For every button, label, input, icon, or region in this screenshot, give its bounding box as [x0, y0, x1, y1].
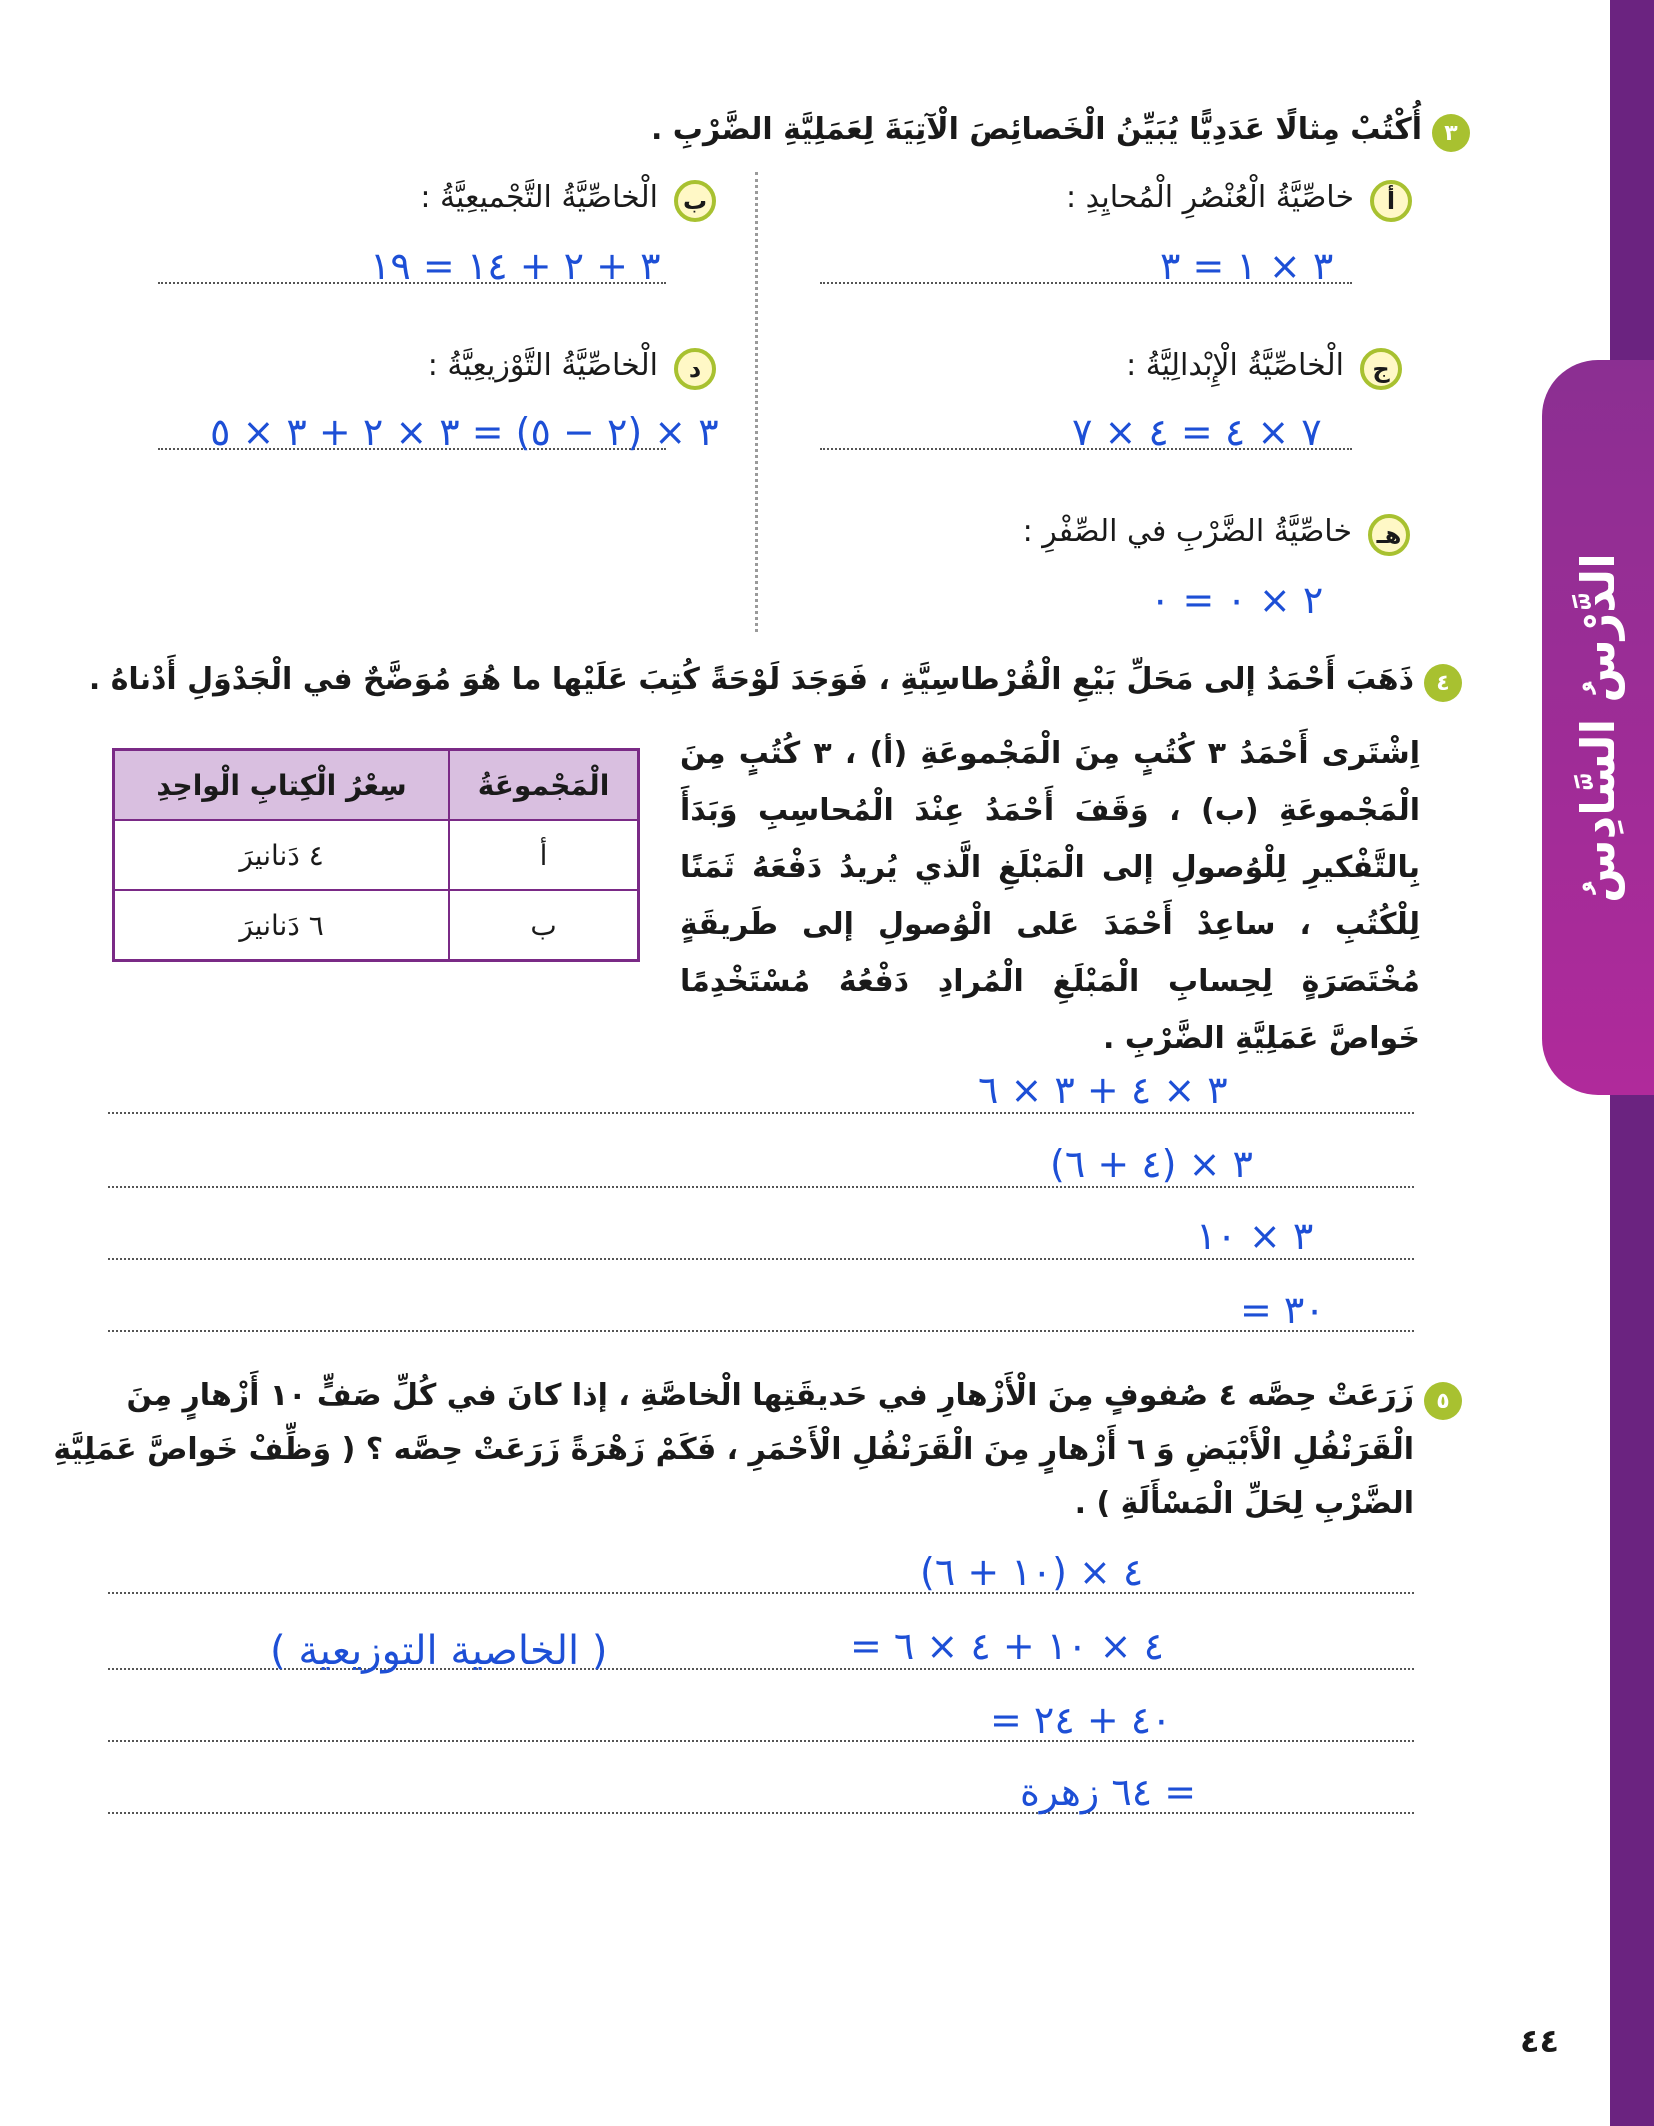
table-cell-group: ب — [449, 890, 638, 961]
part-a-label: خاصِّيَّةُ الْعُنْصُرِ الْمُحايِدِ : — [1065, 180, 1354, 215]
q5-answer-4: = ٦٤ زهرة — [1020, 1770, 1197, 1814]
q5-answer-line-1 — [108, 1592, 1414, 1594]
q4-answer-2: ٣ × (٤ + ٦) — [1050, 1142, 1253, 1186]
column-divider — [755, 172, 758, 632]
question-5-line-1: زَرَعَتْ حِصَّه ٤ صُفوفٍ مِنَ الْأَزْهارِ في حَديقَتِها الْخاصَّةِ ، إذا كانَ في كُلِّ صَفٍّ ١٠ أَزْهارٍ مِنَ — [126, 1378, 1414, 1413]
lesson-tab-label: الدَّرْسُ السَّادِسُ — [1571, 552, 1625, 903]
table-row — [114, 820, 639, 890]
part-c-label: الْخاصِّيَّةُ الْإِبْدالِيَّةُ : — [1126, 348, 1344, 383]
question-4-paragraph: اِشْتَرى أَحْمَدُ ٣ كُتُبٍ مِنَ الْمَجْموعَةِ (أ) ، ٣ كُتُبٍ مِنَ الْمَجْموعَةِ (ب) ، وَقَفَ أَحْمَدُ عِنْدَ الْمُحاسِبِ وَبَدَأَ بِالتَّفْكيرِ لِلْوُصولِ إلى الْمَبْلَغِ الَّذي يُريدُ دَفْعَهُ ثَمَنًا لِلْكُتُبِ ، ساعِدْ أَحْمَدَ عَلى الْوُصولِ إلى طَريقَةٍ مُخْتَصَرَةٍ لِحِسابِ الْمَبْلَغِ الْمُرادِ دَفْعُهُ مُسْتَخْدِمًا خَواصَّ عَمَلِيَّةِ الضَّرْبِ . — [680, 736, 1420, 1056]
q5-property-note: ( الخاصية التوزيعية ) — [270, 1628, 608, 1674]
q4-answer-line-3 — [108, 1258, 1414, 1260]
question-3-badge: ٣ — [1432, 114, 1470, 152]
q4-answer-line-1 — [108, 1112, 1414, 1114]
part-e-badge: هـ — [1368, 514, 1410, 556]
table-header-group: الْمَجْموعَةُ — [449, 750, 638, 821]
q4-answer-3: ٣ × ١٠ — [1196, 1214, 1314, 1258]
q5-answer-3: = ٤٠ + ٢٤ — [990, 1698, 1172, 1742]
part-c-answer: ٧ × ٤ = ٤ × ٧ — [1072, 410, 1322, 454]
part-d-label: الْخاصِّيَّةُ التَّوْزيعِيَّةُ : — [427, 348, 658, 383]
q4-answer-1: ٣ × ٤ + ٣ × ٦ — [978, 1068, 1228, 1112]
table-cell-price: ٦ دَنانيرَ — [114, 890, 450, 961]
part-b-badge: ب — [674, 180, 716, 222]
part-b-label: الْخاصِّيَّةُ التَّجْميعِيَّةُ : — [420, 180, 658, 215]
part-d-badge: د — [674, 348, 716, 390]
table-row — [114, 890, 639, 961]
price-table — [112, 748, 640, 962]
q5-answer-1: ٤ × (١٠ + ٦) — [920, 1550, 1144, 1594]
question-5-line-3: الضَّرْبِ لِحَلِّ الْمَسْأَلَةِ ) . — [1074, 1486, 1414, 1521]
table-cell-price: ٤ دَنانيرَ — [114, 820, 450, 890]
part-e-label: خاصِّيَّةُ الضَّرْبِ في الصِّفْرِ : — [1022, 514, 1352, 549]
question-3-title: أُكْتُبْ مِثالًا عَدَدِيًّا يُبَيِّنُ الْخَصائِصَ الْآتِيَةَ لِعَمَلِيَّةِ الضَّرْبِ . — [650, 112, 1422, 147]
part-d-answer: ٣ × (٢ − ٥) = ٣ × ٢ + ٣ × ٥ — [210, 410, 719, 454]
part-e-answer: ٢ × ٠ = ٠ — [1150, 578, 1324, 622]
table-cell-group: أ — [449, 820, 638, 890]
page-number: ٤٤ — [1520, 2022, 1560, 2060]
q5-answer-line-3 — [108, 1740, 1414, 1742]
lesson-tab — [1542, 360, 1654, 1095]
q4-answer-line-4 — [108, 1330, 1414, 1332]
question-5-line-2: الْقَرَنْفُلِ الْأَبْيَضِ وَ ٦ أَزْهارٍ مِنَ الْقَرَنْفُلِ الْأَحْمَرِ ، فَكَمْ زَهْرَةً زَرَعَتْ حِصَّه ؟ ( وَظِّفْ خَواصَّ عَمَلِيَّةِ — [53, 1432, 1414, 1467]
question-5-badge: ٥ — [1424, 1382, 1462, 1420]
q5-answer-line-4 — [108, 1812, 1414, 1814]
q5-answer-2: = ٤ × ١٠ + ٤ × ٦ — [850, 1624, 1165, 1668]
question-4-badge: ٤ — [1424, 664, 1462, 702]
q4-answer-4: = ٣٠ — [1240, 1288, 1325, 1332]
q4-answer-line-2 — [108, 1186, 1414, 1188]
table-header-price: سِعْرُ الْكِتابِ الْواحِدِ — [114, 750, 450, 821]
part-a-answer: ٣ × ١ = ٣ — [1160, 244, 1334, 288]
part-c-badge: ج — [1360, 348, 1402, 390]
question-4-title: ذَهَبَ أَحْمَدُ إلى مَحَلِّ بَيْعِ الْقُرْطاسِيَّةِ ، فَوَجَدَ لَوْحَةً كُتِبَ عَلَيْها ما هُوَ مُوَضَّحٌ في الْجَدْوَلِ أَدْناهُ . — [88, 662, 1414, 697]
part-a-badge: أ — [1370, 180, 1412, 222]
part-b-answer: ٣ + ٢ + ١٤ = ١٩ — [370, 244, 661, 288]
